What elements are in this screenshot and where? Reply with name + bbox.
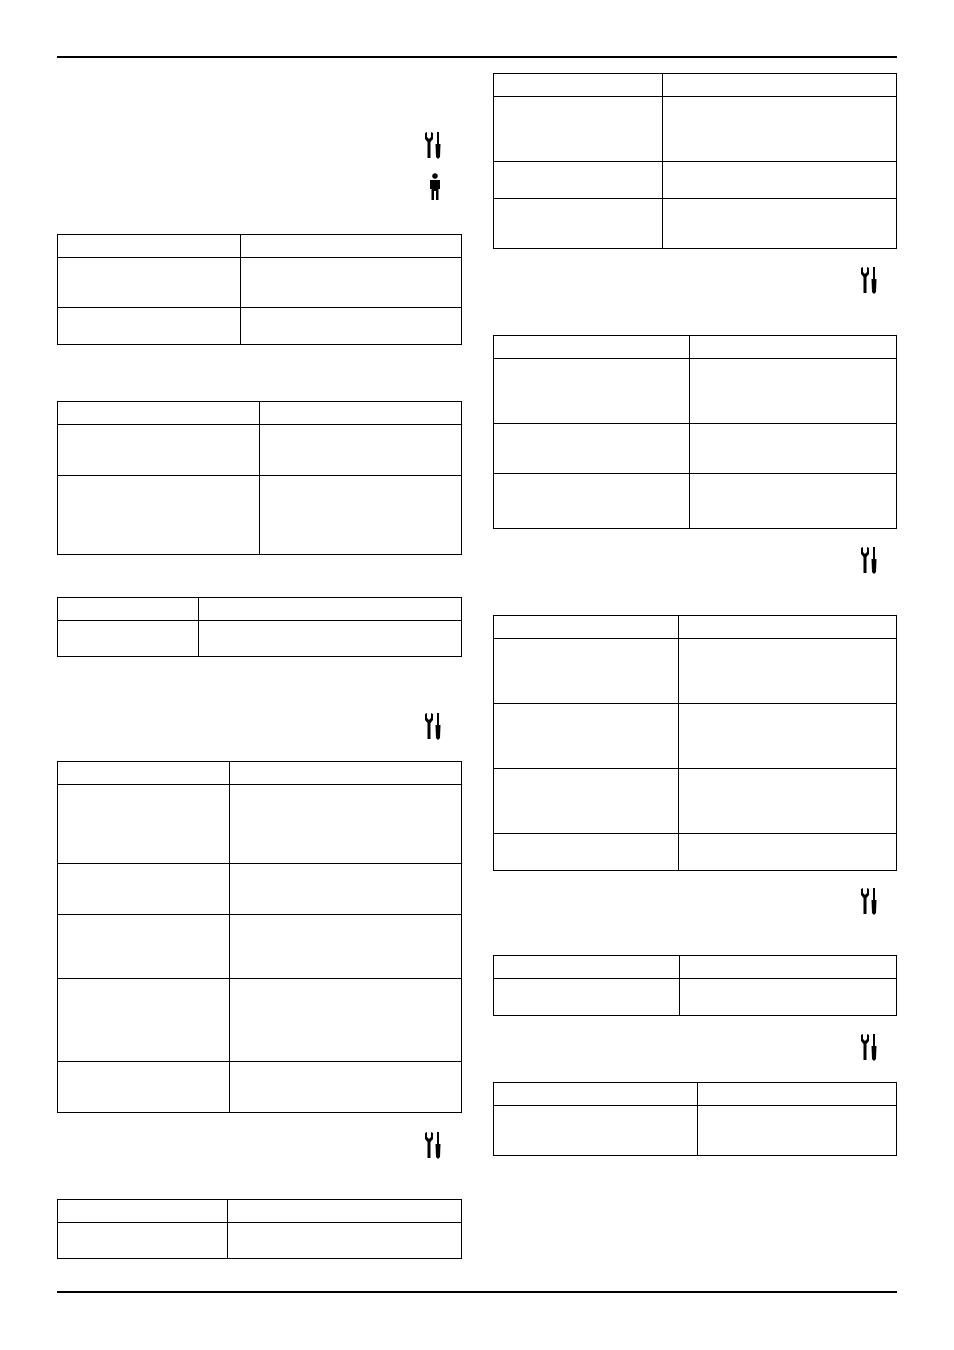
table-cell — [494, 1106, 698, 1156]
header-cell — [58, 598, 199, 621]
header-cell — [230, 762, 462, 785]
footer-rule — [57, 1291, 897, 1293]
table-header-row — [58, 1200, 462, 1223]
table-row — [494, 359, 897, 424]
table-row — [58, 621, 462, 657]
header-cell — [690, 336, 897, 359]
table-cell — [230, 979, 462, 1062]
header-rule — [57, 56, 897, 58]
table-10 — [493, 1082, 897, 1156]
header-cell — [680, 956, 897, 979]
table-cell — [690, 359, 897, 424]
table-7 — [493, 335, 897, 529]
table-row — [58, 785, 462, 864]
table-row — [494, 834, 897, 871]
wrench-screwdriver-icon — [424, 1131, 444, 1159]
header-cell — [663, 74, 897, 97]
header-cell — [241, 235, 462, 258]
table-header-row — [58, 598, 462, 621]
header-cell — [199, 598, 462, 621]
table-cell — [230, 915, 462, 979]
table-cell — [260, 425, 462, 476]
table-row — [494, 162, 897, 199]
table-cell — [58, 258, 241, 308]
table-cell — [58, 476, 260, 555]
table-header-row — [494, 74, 897, 97]
header-cell — [494, 956, 680, 979]
wrench-screwdriver-icon — [424, 712, 444, 740]
header-cell — [228, 1200, 462, 1223]
table-row — [58, 864, 462, 915]
wrench-screwdriver-icon — [860, 546, 880, 574]
table-cell — [494, 199, 663, 249]
table-cell — [698, 1106, 897, 1156]
table-cell — [663, 97, 897, 162]
table-4 — [57, 761, 462, 1113]
table-cell — [494, 639, 679, 704]
table-cell — [260, 476, 462, 555]
table-cell — [58, 308, 241, 345]
table-header-row — [494, 616, 897, 639]
header-cell — [679, 616, 897, 639]
table-row — [58, 915, 462, 979]
wrench-screwdriver-icon — [860, 266, 880, 294]
table-3 — [57, 597, 462, 657]
table-row — [494, 979, 897, 1016]
table-1 — [57, 234, 462, 345]
table-row — [494, 769, 897, 834]
table-header-row — [58, 235, 462, 258]
table-row — [58, 308, 462, 345]
table-cell — [494, 769, 679, 834]
person-icon — [428, 173, 442, 201]
table-cell — [58, 864, 230, 915]
table-9 — [493, 955, 897, 1016]
table-cell — [494, 359, 690, 424]
table-cell — [663, 162, 897, 199]
table-cell — [58, 621, 199, 657]
table-row — [494, 199, 897, 249]
table-header-row — [494, 956, 897, 979]
table-cell — [230, 864, 462, 915]
table-row — [494, 639, 897, 704]
table-cell — [494, 162, 663, 199]
table-row — [494, 424, 897, 474]
table-cell — [494, 474, 690, 529]
header-cell — [58, 235, 241, 258]
table-row — [58, 1223, 462, 1259]
table-row — [58, 425, 462, 476]
table-header-row — [58, 402, 462, 425]
header-cell — [698, 1083, 897, 1106]
header-cell — [494, 74, 663, 97]
header-cell — [494, 1083, 698, 1106]
table-cell — [679, 704, 897, 769]
table-cell — [228, 1223, 462, 1259]
table-cell — [663, 199, 897, 249]
table-cell — [690, 424, 897, 474]
table-header-row — [58, 762, 462, 785]
table-2 — [57, 401, 462, 555]
table-cell — [494, 704, 679, 769]
header-cell — [58, 762, 230, 785]
table-8 — [493, 615, 897, 871]
header-cell — [58, 1200, 228, 1223]
header-cell — [494, 336, 690, 359]
table-cell — [690, 474, 897, 529]
table-row — [58, 476, 462, 555]
table-row — [58, 1062, 462, 1113]
table-5 — [57, 1199, 462, 1259]
wrench-screwdriver-icon — [860, 887, 880, 915]
table-row — [494, 704, 897, 769]
table-row — [58, 979, 462, 1062]
table-cell — [58, 425, 260, 476]
table-cell — [679, 834, 897, 871]
table-cell — [58, 1223, 228, 1259]
table-cell — [494, 97, 663, 162]
table-row — [494, 97, 897, 162]
wrench-screwdriver-icon — [860, 1033, 880, 1061]
table-cell — [58, 1062, 230, 1113]
table-row — [494, 474, 897, 529]
table-cell — [494, 424, 690, 474]
table-cell — [680, 979, 897, 1016]
table-cell — [494, 834, 679, 871]
table-cell — [494, 979, 680, 1016]
table-cell — [230, 1062, 462, 1113]
wrench-screwdriver-icon — [424, 131, 444, 159]
table-6 — [493, 73, 897, 249]
table-cell — [230, 785, 462, 864]
table-row — [58, 258, 462, 308]
table-cell — [58, 915, 230, 979]
table-cell — [679, 639, 897, 704]
table-row — [494, 1106, 897, 1156]
table-cell — [241, 308, 462, 345]
table-header-row — [494, 1083, 897, 1106]
header-cell — [494, 616, 679, 639]
table-cell — [58, 979, 230, 1062]
header-cell — [260, 402, 462, 425]
table-cell — [199, 621, 462, 657]
table-cell — [679, 769, 897, 834]
table-cell — [58, 785, 230, 864]
table-cell — [241, 258, 462, 308]
header-cell — [58, 402, 260, 425]
table-header-row — [494, 336, 897, 359]
